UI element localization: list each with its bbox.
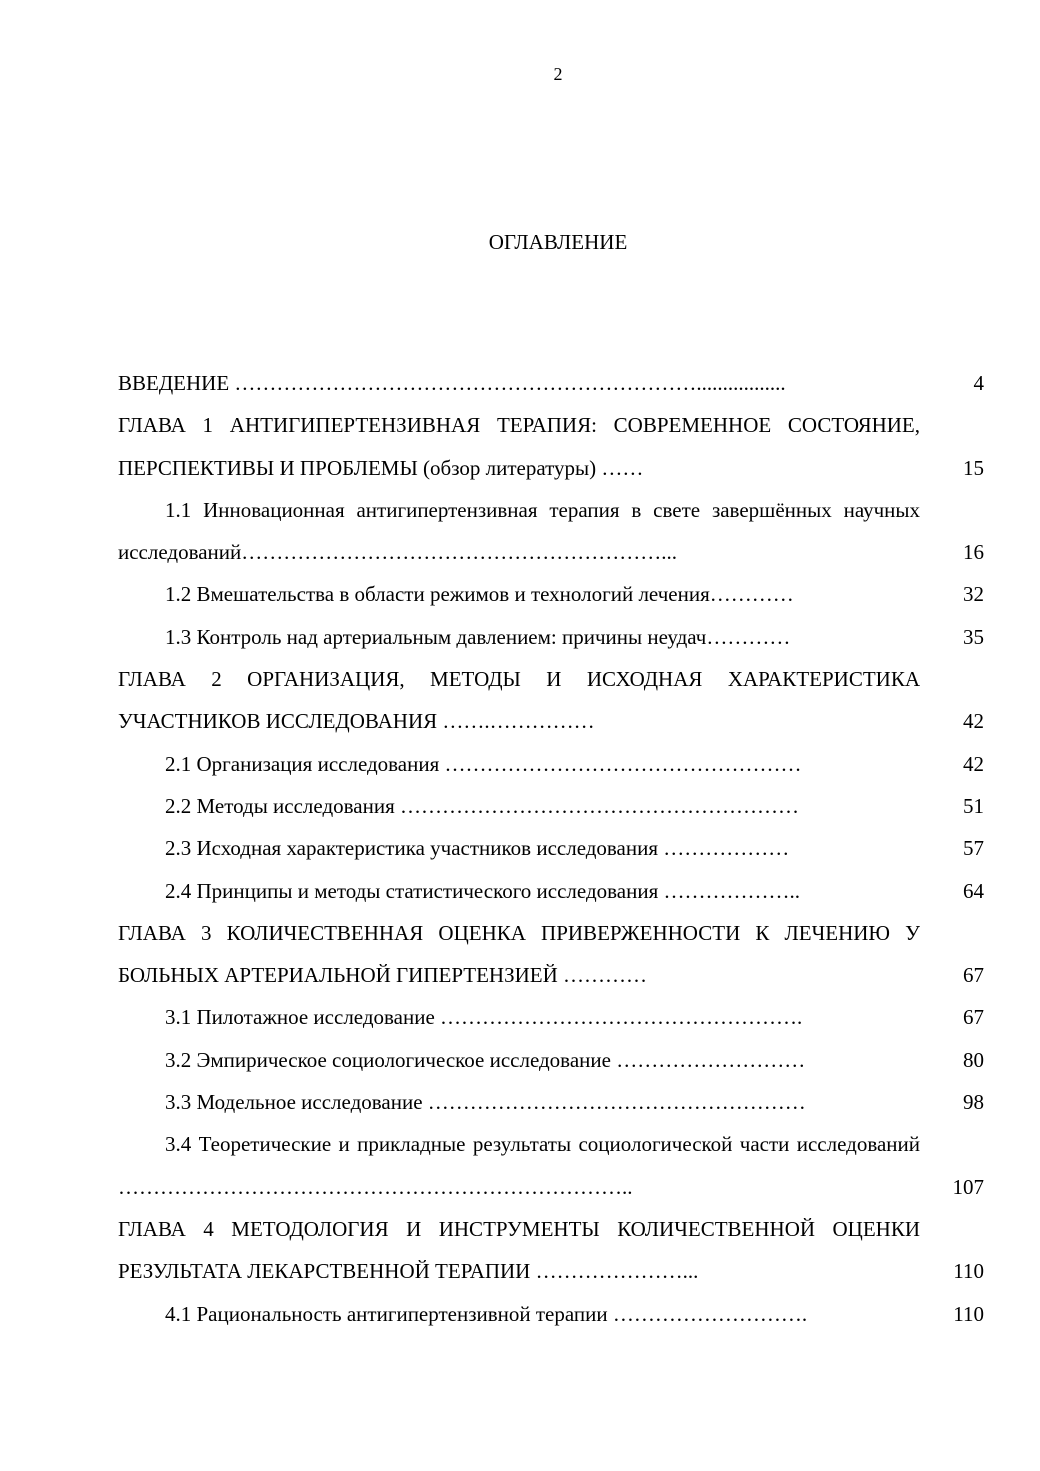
toc-entry — [118, 573, 984, 615]
toc-entry — [118, 489, 984, 574]
toc-entry-page: 51 — [963, 793, 984, 818]
toc-entry-text: 2.1 Организация исследования …………………………………………… — [165, 751, 802, 776]
toc-entry-page: 4 — [973, 371, 984, 395]
toc-entry-page: 15 — [963, 455, 984, 480]
toc-entry — [118, 616, 984, 658]
toc-entry — [118, 1081, 984, 1123]
toc-entry-page: 42 — [963, 709, 984, 734]
toc-entry-text: 1.2 Вмешательства в области режимов и технологий лечения………… — [165, 582, 794, 607]
toc-entry-text: ГЛАВА 3 КОЛИЧЕСТВЕННАЯ ОЦЕНКА ПРИВЕРЖЕННОСТИ К ЛЕЧЕНИЮ У БОЛЬНЫХ АРТЕРИАЛЬНОЙ ГИПЕРТЕНЗИЕЙ ………… — [118, 920, 920, 988]
toc-entry — [118, 785, 984, 827]
toc-entry-page: 110 — [953, 1259, 984, 1284]
toc-entry-text: 1.3 Контроль над артериальным давлением: причины неудач………… — [165, 624, 791, 649]
toc-entry — [118, 1123, 984, 1208]
toc-entry — [118, 658, 984, 743]
toc-entry — [118, 996, 984, 1038]
toc-entry-text: ГЛАВА 4 МЕТОДОЛОГИЯ И ИНСТРУМЕНТЫ КОЛИЧЕСТВЕННОЙ ОЦЕНКИ РЕЗУЛЬТАТА ЛЕКАРСТВЕННОЙ ТЕРАПИИ …………………... — [118, 1216, 920, 1284]
toc-entry-text: 3.4 Теоретические и прикладные результаты социологической части исследований ……………………………………………………………….. — [118, 1132, 920, 1199]
toc-entry — [118, 404, 984, 489]
toc-entry — [118, 827, 984, 869]
toc-entry-page: 110 — [953, 1301, 984, 1326]
toc-entry-page: 80 — [963, 1047, 984, 1072]
toc-entry-text: 4.1 Рациональность антигипертензивной терапии ………………………. — [165, 1301, 808, 1326]
toc-entry-text: 3.1 Пилотажное исследование ……………………………………………. — [165, 1005, 803, 1030]
toc-entry-page: 98 — [963, 1090, 984, 1115]
toc-entry-page: 16 — [963, 540, 984, 565]
toc-entry-page: 35 — [963, 624, 984, 649]
toc-entry — [118, 362, 984, 404]
toc-entry-text: 2.2 Методы исследования ………………………………………………… — [165, 793, 799, 818]
toc-entry — [118, 1039, 984, 1081]
table-of-contents — [118, 362, 984, 1335]
page-number: 2 — [553, 64, 563, 84]
toc-entry-page: 42 — [963, 751, 984, 776]
toc-entry-page: 67 — [963, 963, 984, 988]
toc-entry-page: 107 — [952, 1174, 984, 1199]
toc-entry — [118, 1293, 984, 1335]
toc-entry-text: ВВЕДЕНИЕ …………………………………………………………................. — [118, 371, 786, 395]
toc-entry-text: ГЛАВА 1 АНТИГИПЕРТЕНЗИВНАЯ ТЕРАПИЯ: СОВРЕМЕННОЕ СОСТОЯНИЕ, ПЕРСПЕКТИВЫ И ПРОБЛЕМЫ (обзор литературы) …… — [118, 413, 920, 480]
toc-title: ОГЛАВЛЕНИЕ — [488, 230, 628, 254]
toc-entry — [118, 912, 984, 997]
toc-entry-page: 57 — [963, 836, 984, 861]
toc-entry-page: 32 — [963, 582, 984, 607]
toc-entry-text: ГЛАВА 2 ОРГАНИЗАЦИЯ, МЕТОДЫ И ИСХОДНАЯ ХАРАКТЕРИСТИКА УЧАСТНИКОВ ИССЛЕДОВАНИЯ …….…………… — [118, 667, 920, 734]
toc-entry-page: 67 — [963, 1005, 984, 1030]
toc-entry-page: 64 — [963, 878, 984, 903]
toc-entry-text: 3.3 Модельное исследование ……………………………………………… — [165, 1090, 806, 1115]
toc-entry — [118, 743, 984, 785]
toc-entry-text: 3.2 Эмпирическое социологическое исследование ……………………… — [165, 1047, 806, 1072]
toc-entry — [118, 1208, 984, 1293]
toc-entry — [118, 870, 984, 912]
toc-entry-text: 2.4 Принципы и методы статистического исследования ……………….. — [165, 878, 800, 903]
toc-entry-text: 1.1 Инновационная антигипертензивная терапия в свете завершённых научных исследований……………………………………………………... — [118, 497, 920, 565]
toc-entry-text: 2.3 Исходная характеристика участников исследования ……………… — [165, 836, 790, 861]
